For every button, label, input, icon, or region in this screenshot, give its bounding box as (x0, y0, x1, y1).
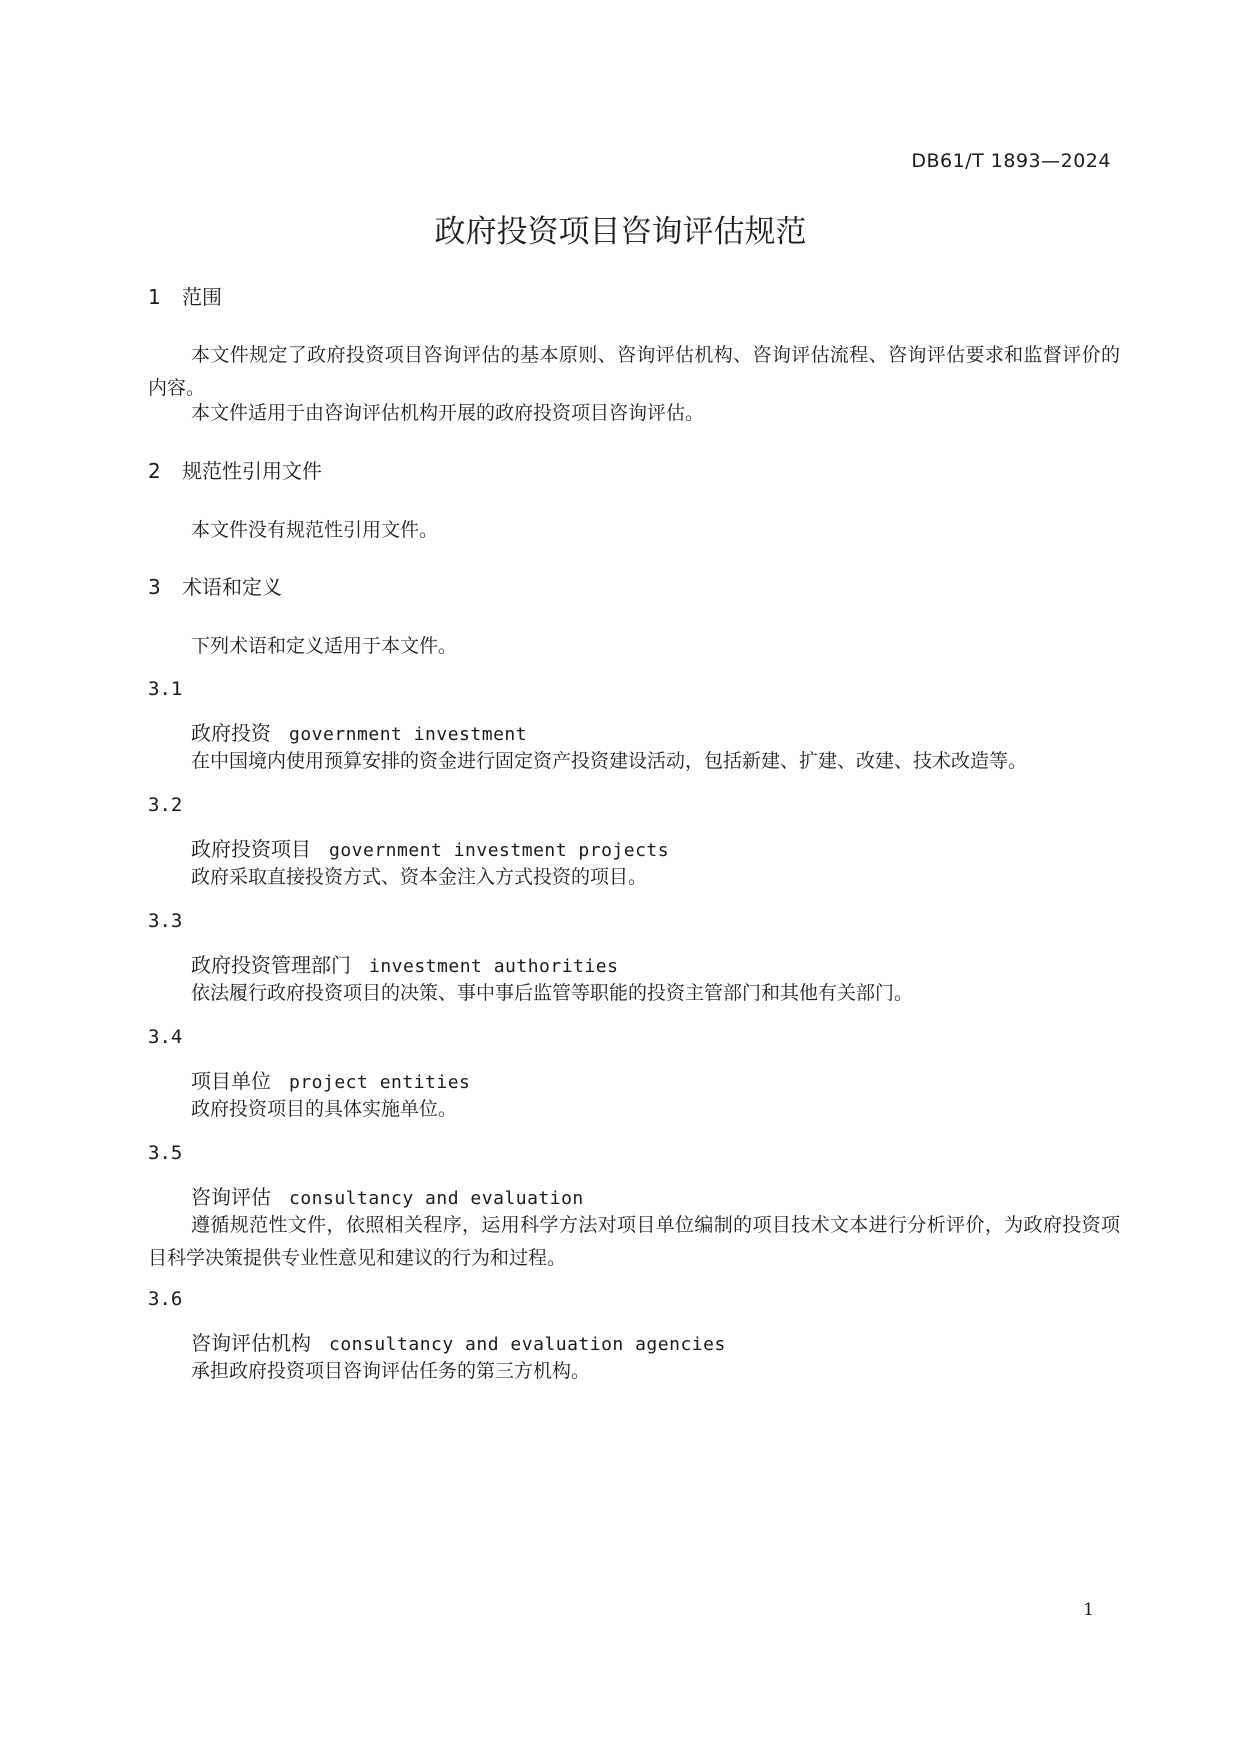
term-definition: 政府采取直接投资方式、资本金注入方式投资的项目。 (191, 866, 648, 888)
section-heading-scope (148, 283, 222, 311)
paragraph-scope-1: 本文件规定了政府投资项目咨询评估的基本原则、咨询评估机构、咨询评估流程、咨询评估要求和监督评价的内容。 (148, 344, 1120, 399)
term-chinese: 政府投资管理部门 (191, 953, 351, 977)
term-definition: 依法履行政府投资项目的决策、事中事后监管等职能的投资主管部门和其他有关部门。 (191, 982, 914, 1004)
section-number: 2 (148, 459, 161, 483)
term-english: consultancy and evaluation agencies (329, 1334, 726, 1355)
term-number: 3.2 (148, 794, 183, 816)
document-title: 政府投资项目咨询评估规范 (434, 214, 807, 250)
page-number: 1 (1083, 1600, 1094, 1620)
paragraph-terms-intro: 下列术语和定义适用于本文件。 (191, 635, 458, 657)
section-heading-normative-references (148, 457, 322, 485)
term-number: 3.5 (148, 1142, 183, 1164)
term-chinese: 政府投资 (191, 721, 271, 745)
term-definition: 承担政府投资项目咨询评估任务的第三方机构。 (191, 1360, 591, 1382)
term-number: 3.4 (148, 1026, 183, 1048)
paragraph-references: 本文件没有规范性引用文件。 (191, 519, 439, 541)
term-number: 3.3 (148, 910, 183, 932)
term-english: government investment projects (329, 840, 670, 861)
paragraph-scope-2: 本文件适用于由咨询评估机构开展的政府投资项目咨询评估。 (191, 402, 705, 424)
section-heading-terms (148, 573, 282, 601)
section-number: 3 (148, 575, 161, 599)
term-chinese: 咨询评估机构 (191, 1331, 311, 1355)
section-title: 术语和定义 (182, 575, 282, 599)
term-number: 3.1 (148, 678, 183, 700)
term-chinese: 政府投资项目 (191, 837, 311, 861)
term-number: 3.6 (148, 1288, 183, 1310)
section-title: 规范性引用文件 (182, 459, 322, 483)
term-chinese: 项目单位 (191, 1069, 271, 1093)
term-definition: 遵循规范性文件，依照相关程序，运用科学方法对项目单位编制的项目技术文本进行分析评价，为政府投资项目科学决策提供专业性意见和建议的行为和过程。 (148, 1214, 1120, 1269)
term-definition: 政府投资项目的具体实施单位。 (191, 1098, 458, 1120)
term-definition: 在中国境内使用预算安排的资金进行固定资产投资建设活动，包括新建、扩建、改建、技术改造等。 (191, 750, 1028, 772)
term-english: investment authorities (369, 956, 619, 977)
term-english: project entities (289, 1072, 471, 1093)
section-number: 1 (148, 285, 161, 309)
term-english: consultancy and evaluation (289, 1188, 584, 1209)
term-chinese: 咨询评估 (191, 1185, 271, 1209)
section-title: 范围 (182, 285, 222, 309)
term-english: government investment (289, 724, 528, 745)
document-code: DB61/T 1893—2024 (911, 150, 1111, 172)
